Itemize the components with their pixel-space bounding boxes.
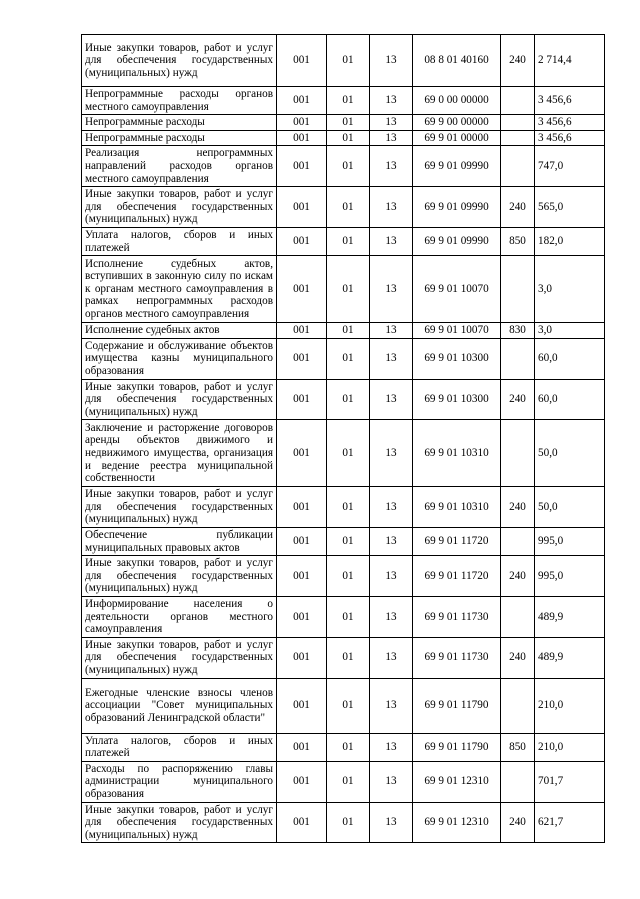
row-target-article-cell: 69 9 01 09990 [413, 187, 501, 228]
table-row [82, 678, 605, 733]
row-subsection-cell: 13 [370, 256, 413, 323]
row-grbs-cell: 001 [277, 556, 327, 597]
row-name-cell: Иные закупки товаров, работ и услуг для обеспечения государственных (муниципальных) нужд [82, 35, 277, 87]
row-expense-type-cell: 240 [501, 637, 535, 678]
row-grbs-cell: 001 [277, 379, 327, 420]
row-sum-cell: 60,0 [535, 379, 605, 420]
row-subsection-cell: 13 [370, 556, 413, 597]
table-row [82, 130, 605, 146]
row-subsection-cell: 13 [370, 227, 413, 255]
row-name-cell: Уплата налогов, сборов и иных платежей [82, 733, 277, 761]
row-sum-cell: 50,0 [535, 420, 605, 487]
row-name-cell: Содержание и обслуживание объектов имущества казны муниципального образования [82, 338, 277, 379]
row-name-cell: Информирование населения о деятельности органов местного самоуправления [82, 597, 277, 638]
row-name-cell: Ежегодные членские взносы членов ассоциации "Совет муниципальных образований Ленинградской области" [82, 678, 277, 733]
row-section-cell: 01 [327, 597, 370, 638]
row-sum-cell: 2 714,4 [535, 35, 605, 87]
row-target-article-cell: 69 9 01 11730 [413, 637, 501, 678]
row-sum-cell: 210,0 [535, 733, 605, 761]
row-expense-type-cell [501, 146, 535, 187]
row-expense-type-cell: 240 [501, 35, 535, 87]
row-sum-cell: 489,9 [535, 597, 605, 638]
row-grbs-cell: 001 [277, 338, 327, 379]
row-target-article-cell: 69 9 01 10070 [413, 323, 501, 339]
table-row [82, 528, 605, 556]
row-name-cell: Непрограммные расходы [82, 115, 277, 131]
table-row [82, 597, 605, 638]
table-row [82, 187, 605, 228]
row-section-cell: 01 [327, 678, 370, 733]
row-sum-cell: 701,7 [535, 761, 605, 802]
row-grbs-cell: 001 [277, 678, 327, 733]
row-grbs-cell: 001 [277, 420, 327, 487]
table-row [82, 323, 605, 339]
table-row [82, 227, 605, 255]
row-name-cell: Иные закупки товаров, работ и услуг для обеспечения государственных (муниципальных) нужд [82, 487, 277, 528]
row-subsection-cell: 13 [370, 338, 413, 379]
row-grbs-cell: 001 [277, 323, 327, 339]
table-row [82, 379, 605, 420]
row-subsection-cell: 13 [370, 35, 413, 87]
row-target-article-cell: 69 9 01 12310 [413, 802, 501, 843]
row-expense-type-cell: 240 [501, 487, 535, 528]
row-section-cell: 01 [327, 146, 370, 187]
row-target-article-cell: 69 9 01 12310 [413, 761, 501, 802]
table-row [82, 87, 605, 115]
table-row [82, 256, 605, 323]
row-subsection-cell: 13 [370, 323, 413, 339]
row-sum-cell: 60,0 [535, 338, 605, 379]
row-grbs-cell: 001 [277, 802, 327, 843]
row-sum-cell: 747,0 [535, 146, 605, 187]
row-target-article-cell: 69 9 01 10300 [413, 338, 501, 379]
row-expense-type-cell: 240 [501, 802, 535, 843]
row-section-cell: 01 [327, 338, 370, 379]
row-section-cell: 01 [327, 637, 370, 678]
row-name-cell: Расходы по распоряжению главы администрации муниципального образования [82, 761, 277, 802]
row-name-cell: Иные закупки товаров, работ и услуг для обеспечения государственных (муниципальных) нужд [82, 556, 277, 597]
row-subsection-cell: 13 [370, 146, 413, 187]
row-subsection-cell: 13 [370, 87, 413, 115]
row-target-article-cell: 69 9 01 09990 [413, 146, 501, 187]
row-target-article-cell: 69 9 01 11720 [413, 528, 501, 556]
row-expense-type-cell [501, 761, 535, 802]
row-sum-cell: 182,0 [535, 227, 605, 255]
row-target-article-cell: 69 9 01 11790 [413, 733, 501, 761]
row-expense-type-cell [501, 338, 535, 379]
row-sum-cell: 3 456,6 [535, 87, 605, 115]
row-target-article-cell: 69 9 01 11720 [413, 556, 501, 597]
row-sum-cell: 489,9 [535, 637, 605, 678]
row-subsection-cell: 13 [370, 528, 413, 556]
table-row [82, 420, 605, 487]
row-sum-cell: 3 456,6 [535, 115, 605, 131]
row-subsection-cell: 13 [370, 187, 413, 228]
row-grbs-cell: 001 [277, 637, 327, 678]
row-expense-type-cell [501, 115, 535, 131]
table-row [82, 487, 605, 528]
row-section-cell: 01 [327, 323, 370, 339]
row-section-cell: 01 [327, 420, 370, 487]
row-name-cell: Иные закупки товаров, работ и услуг для обеспечения государственных (муниципальных) нужд [82, 379, 277, 420]
row-target-article-cell: 69 9 01 10300 [413, 379, 501, 420]
row-name-cell: Обеспечение публикации муниципальных правовых актов [82, 528, 277, 556]
row-target-article-cell: 69 9 01 11790 [413, 678, 501, 733]
row-section-cell: 01 [327, 187, 370, 228]
row-grbs-cell: 001 [277, 528, 327, 556]
row-subsection-cell: 13 [370, 597, 413, 638]
row-subsection-cell: 13 [370, 130, 413, 146]
row-section-cell: 01 [327, 761, 370, 802]
row-grbs-cell: 001 [277, 35, 327, 87]
row-grbs-cell: 001 [277, 597, 327, 638]
row-target-article-cell: 08 8 01 40160 [413, 35, 501, 87]
row-expense-type-cell [501, 678, 535, 733]
row-subsection-cell: 13 [370, 678, 413, 733]
row-subsection-cell: 13 [370, 761, 413, 802]
row-target-article-cell: 69 9 00 00000 [413, 115, 501, 131]
table-row [82, 35, 605, 87]
row-expense-type-cell: 240 [501, 379, 535, 420]
row-subsection-cell: 13 [370, 379, 413, 420]
row-subsection-cell: 13 [370, 420, 413, 487]
row-section-cell: 01 [327, 35, 370, 87]
table-row [82, 761, 605, 802]
row-expense-type-cell: 850 [501, 227, 535, 255]
row-section-cell: 01 [327, 528, 370, 556]
row-name-cell: Иные закупки товаров, работ и услуг для обеспечения государственных (муниципальных) нужд [82, 637, 277, 678]
budget-table [81, 34, 605, 843]
row-grbs-cell: 001 [277, 733, 327, 761]
row-grbs-cell: 001 [277, 87, 327, 115]
row-grbs-cell: 001 [277, 146, 327, 187]
row-name-cell: Исполнение судебных актов, вступивших в законную силу по искам к органам местного самоуправления в рамках непрограммных расходов органов местного самоуправления [82, 256, 277, 323]
row-target-article-cell: 69 9 01 00000 [413, 130, 501, 146]
row-section-cell: 01 [327, 487, 370, 528]
table-body [82, 35, 605, 843]
table-row [82, 802, 605, 843]
row-sum-cell: 995,0 [535, 528, 605, 556]
row-subsection-cell: 13 [370, 733, 413, 761]
row-grbs-cell: 001 [277, 115, 327, 131]
row-sum-cell: 565,0 [535, 187, 605, 228]
row-section-cell: 01 [327, 227, 370, 255]
row-sum-cell: 3,0 [535, 256, 605, 323]
row-expense-type-cell [501, 130, 535, 146]
table-row [82, 637, 605, 678]
row-target-article-cell: 69 9 01 10310 [413, 487, 501, 528]
row-expense-type-cell [501, 597, 535, 638]
row-name-cell: Уплата налогов, сборов и иных платежей [82, 227, 277, 255]
row-expense-type-cell [501, 528, 535, 556]
row-expense-type-cell [501, 256, 535, 323]
row-subsection-cell: 13 [370, 637, 413, 678]
row-grbs-cell: 001 [277, 256, 327, 323]
table-row [82, 338, 605, 379]
row-sum-cell: 50,0 [535, 487, 605, 528]
row-section-cell: 01 [327, 556, 370, 597]
row-section-cell: 01 [327, 733, 370, 761]
table-row [82, 146, 605, 187]
row-target-article-cell: 69 9 01 09990 [413, 227, 501, 255]
row-expense-type-cell: 240 [501, 556, 535, 597]
row-subsection-cell: 13 [370, 115, 413, 131]
row-section-cell: 01 [327, 802, 370, 843]
row-expense-type-cell: 830 [501, 323, 535, 339]
row-expense-type-cell [501, 420, 535, 487]
row-grbs-cell: 001 [277, 487, 327, 528]
row-subsection-cell: 13 [370, 802, 413, 843]
row-section-cell: 01 [327, 256, 370, 323]
table-row [82, 115, 605, 131]
row-target-article-cell: 69 9 01 10070 [413, 256, 501, 323]
row-sum-cell: 3,0 [535, 323, 605, 339]
row-name-cell: Иные закупки товаров, работ и услуг для обеспечения государственных (муниципальных) нужд [82, 187, 277, 228]
row-grbs-cell: 001 [277, 130, 327, 146]
row-name-cell: Непрограммные расходы [82, 130, 277, 146]
row-expense-type-cell: 850 [501, 733, 535, 761]
row-sum-cell: 210,0 [535, 678, 605, 733]
row-name-cell: Иные закупки товаров, работ и услуг для обеспечения государственных (муниципальных) нужд [82, 802, 277, 843]
row-target-article-cell: 69 9 01 11730 [413, 597, 501, 638]
row-section-cell: 01 [327, 130, 370, 146]
row-name-cell: Непрограммные расходы органов местного самоуправления [82, 87, 277, 115]
table-row [82, 556, 605, 597]
row-grbs-cell: 001 [277, 187, 327, 228]
table-row [82, 733, 605, 761]
row-grbs-cell: 001 [277, 761, 327, 802]
row-expense-type-cell [501, 87, 535, 115]
row-name-cell: Заключение и расторжение договоров аренды объектов движимого и недвижимого имущества, организация и ведение реестра муниципальной собственности [82, 420, 277, 487]
row-target-article-cell: 69 9 01 10310 [413, 420, 501, 487]
row-subsection-cell: 13 [370, 487, 413, 528]
row-target-article-cell: 69 0 00 00000 [413, 87, 501, 115]
row-sum-cell: 3 456,6 [535, 130, 605, 146]
row-name-cell: Реализация непрограммных направлений расходов органов местного самоуправления [82, 146, 277, 187]
row-grbs-cell: 001 [277, 227, 327, 255]
row-section-cell: 01 [327, 379, 370, 420]
row-sum-cell: 995,0 [535, 556, 605, 597]
row-expense-type-cell: 240 [501, 187, 535, 228]
row-section-cell: 01 [327, 115, 370, 131]
row-name-cell: Исполнение судебных актов [82, 323, 277, 339]
row-sum-cell: 621,7 [535, 802, 605, 843]
row-section-cell: 01 [327, 87, 370, 115]
